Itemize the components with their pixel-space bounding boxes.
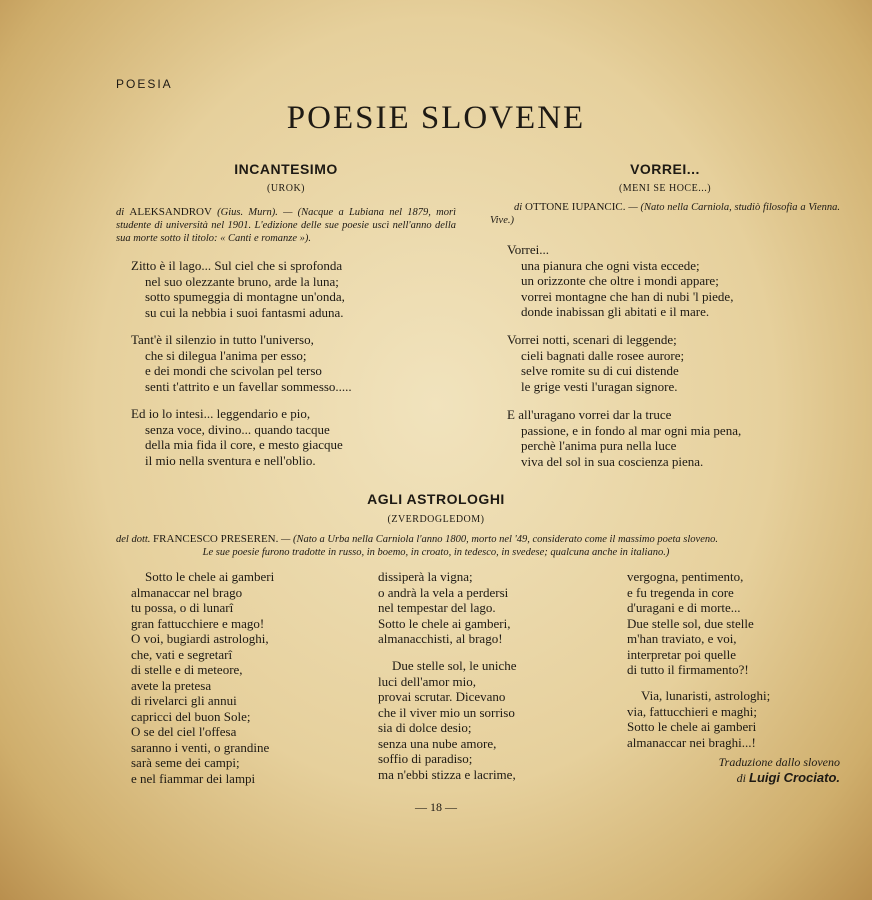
verse-line: Tant'è il silenzio in tutto l'universo,	[131, 332, 314, 347]
verse-line: provai scrutar. Dicevano	[378, 689, 506, 704]
translation-prefix: di	[736, 771, 749, 785]
verse-line: nel tempestar del lago.	[378, 600, 496, 615]
verse-line: almanacchisti, al brago!	[378, 631, 503, 646]
verse-line: le grige vesti l'uragan signore.	[521, 378, 678, 394]
verse-line: o andrà la vela a perdersi	[378, 584, 509, 600]
verse-line: O se del ciel l'offesa	[131, 724, 237, 739]
verse-line: sia di dolce desio;	[378, 720, 472, 735]
poem-title-incantesimo: INCANTESIMO	[234, 161, 338, 177]
credit-text: (Gius. Murn). — (Nacque a Lubiana nel 1879, morì studente di università nel 1901. L'edizione delle sue poesie uscì nell'anno della sua morte sotto il titolo: « Canti e romanze »).	[116, 207, 456, 244]
stanza	[627, 569, 754, 678]
verse-line: di stelle e di meteore,	[131, 662, 243, 677]
poem-subtitle-urok: (UROK)	[267, 183, 305, 194]
verse-line: capricci del buon Sole;	[131, 708, 251, 724]
verse-line: Due stelle sol, due stelle	[627, 615, 754, 631]
verse-line: sarà seme dei campi;	[131, 755, 240, 770]
credit-prefix: di	[116, 207, 130, 218]
translation-credit	[620, 755, 840, 786]
verse-line: nel suo olezzante bruno, arde la luna;	[145, 273, 339, 289]
verse-line: Due stelle sol, le uniche	[392, 658, 517, 673]
verse-line: su cui la nebbia i suoi fantasmi aduna.	[145, 304, 344, 320]
credit-prefix: del dott.	[116, 534, 154, 545]
verse-line: che il viver mio un sorriso	[378, 704, 515, 720]
verse-line: via, fattucchieri e maghi;	[627, 703, 757, 719]
credit-text: — (Nato a Urba nella Carniola l'anno 1800, morto nel '49, considerato come il massimo poeta sloveno.	[278, 534, 718, 545]
verse-line: di rivelarci gli annui	[131, 693, 237, 708]
verse-line: senza una nube amore,	[378, 735, 497, 751]
stanza	[131, 258, 345, 320]
verse-line: di tutto il firmamento?!	[627, 662, 749, 677]
verse-line: vorrei montagne che han di nubi 'l piede,	[521, 288, 734, 304]
verse-line: cieli bagnati dalle rosee aurore;	[521, 347, 685, 363]
verse-line: perchè l'anima pura nella luce	[521, 438, 677, 453]
verse-line: e dei mondi che scivolan pel terso	[145, 363, 322, 378]
verse-line: vergogna, pentimento,	[627, 569, 744, 584]
page-number: — 18 —	[415, 800, 457, 814]
page-title: POESIE SLOVENE	[286, 100, 586, 136]
stanza	[131, 569, 274, 786]
stanza	[507, 332, 684, 394]
verse-line: almanaccar nei braghi...!	[627, 734, 756, 750]
verse-line: senti t'attrito e un favellar sommesso.....	[145, 378, 352, 394]
poem-subtitle-zverdogledom: (ZVERDOGLEDOM)	[387, 514, 485, 525]
section-label: POESIA	[116, 77, 173, 91]
verse-line: e fu tregenda in core	[627, 584, 734, 600]
verse-line: interpretar poi quelle	[627, 646, 737, 662]
poem-credit-preseren	[116, 533, 846, 546]
verse-line: una pianura che ogni vista eccede;	[521, 257, 700, 273]
verse-line: almanaccar nel brago	[131, 584, 243, 600]
stanza	[507, 242, 733, 320]
verse-line: soffio di paradiso;	[378, 751, 473, 766]
translation-line: Traduzione dallo sloveno	[718, 755, 840, 769]
verse-line: d'uragani e di morte...	[627, 600, 741, 615]
verse-line: avete la pretesa	[131, 677, 212, 693]
verse-line: selve romite su di cui distende	[521, 363, 679, 378]
credit-prefix: di	[514, 202, 526, 213]
verse-line: viva del sol in sua coscienza piena.	[521, 453, 704, 469]
credit-author: OTTONE IUPANCIC.	[525, 201, 626, 213]
verse-line: luci dell'amor mio,	[378, 673, 477, 689]
stanza	[627, 688, 770, 750]
credit-text: — (Nato nella Carniola, studiò filosofia a Vienna. Vive.)	[490, 202, 841, 226]
verse-line: Vorrei...	[507, 242, 550, 257]
verse-line: Via, lunaristi, astrologhi;	[641, 688, 771, 703]
verse-line: un orizzonte che oltre i mondi appare;	[521, 273, 719, 288]
credit-author: FRANCESCO PRESEREN.	[153, 533, 279, 545]
verse-line: Zitto è il lago... Sul ciel che si sprofonda	[131, 258, 343, 273]
poem-credit-preseren-line2: Le sue poesie furono tradotte in russo, in boemo, in croato, in tedesco, in svedese; qualcuna anche in italiano.)	[202, 547, 670, 558]
verse-line: che si dilegua l'anima per esso;	[145, 347, 307, 363]
stanza	[378, 569, 510, 647]
poem-title-agli-astrologhi: AGLI ASTROLOGHI	[367, 491, 505, 507]
verse-line: Ed io lo intesi... leggendario e pio,	[131, 406, 311, 421]
poem-title-vorrei: VORREI...	[630, 161, 700, 177]
verse-line: Sotto le chele ai gamberi,	[378, 615, 511, 631]
stanza	[131, 332, 352, 394]
verse-line: E all'uragano vorrei dar la truce	[507, 407, 672, 422]
verse-line: m'han traviato, e voi,	[627, 631, 737, 646]
poem-credit-iupancic	[490, 201, 840, 227]
verse-line: saranno i venti, o grandine	[131, 739, 270, 755]
verse-line: donde inabissan gli abitati e il mare.	[521, 304, 710, 319]
translator-name: Luigi Crociato.	[749, 770, 840, 785]
verse-line: O voi, bugiardi astrologhi,	[131, 631, 269, 646]
verse-line: gran fattucchiere e mago!	[131, 615, 265, 631]
verse-line: sotto spumeggia di montagne un'onda,	[145, 289, 345, 304]
stanza	[131, 406, 343, 468]
verse-line: ma n'ebbi stizza e lacrime,	[378, 766, 516, 782]
verse-line: Sotto le chele ai gamberi	[627, 719, 757, 734]
verse-line: passione, e in fondo al mar ogni mia pena,	[521, 422, 742, 438]
verse-line: che, vati e segretarî	[131, 646, 233, 662]
verse-line: dissiperà la vigna;	[378, 569, 473, 584]
verse-line: della mia fida il core, e mesto giacque	[145, 437, 343, 452]
verse-line: tu possa, o di lunarî	[131, 600, 234, 615]
verse-line: Sotto le chele ai gamberi	[145, 569, 275, 584]
poem-subtitle-meni-se-hoce: (MENI SE HOCE...)	[618, 183, 712, 194]
verse-line: e nel fiammar dei lampi	[131, 770, 256, 786]
verse-line: senza voce, divino... quando tacque	[145, 421, 330, 437]
verse-line: Vorrei notti, scenari di leggende;	[507, 332, 677, 347]
stanza	[507, 407, 741, 469]
verse-line: il mio nella sventura e nell'oblio.	[145, 452, 316, 468]
poem-credit-aleksandrov	[116, 206, 456, 245]
credit-author: ALEKSANDROV	[129, 206, 212, 218]
stanza	[378, 658, 517, 782]
